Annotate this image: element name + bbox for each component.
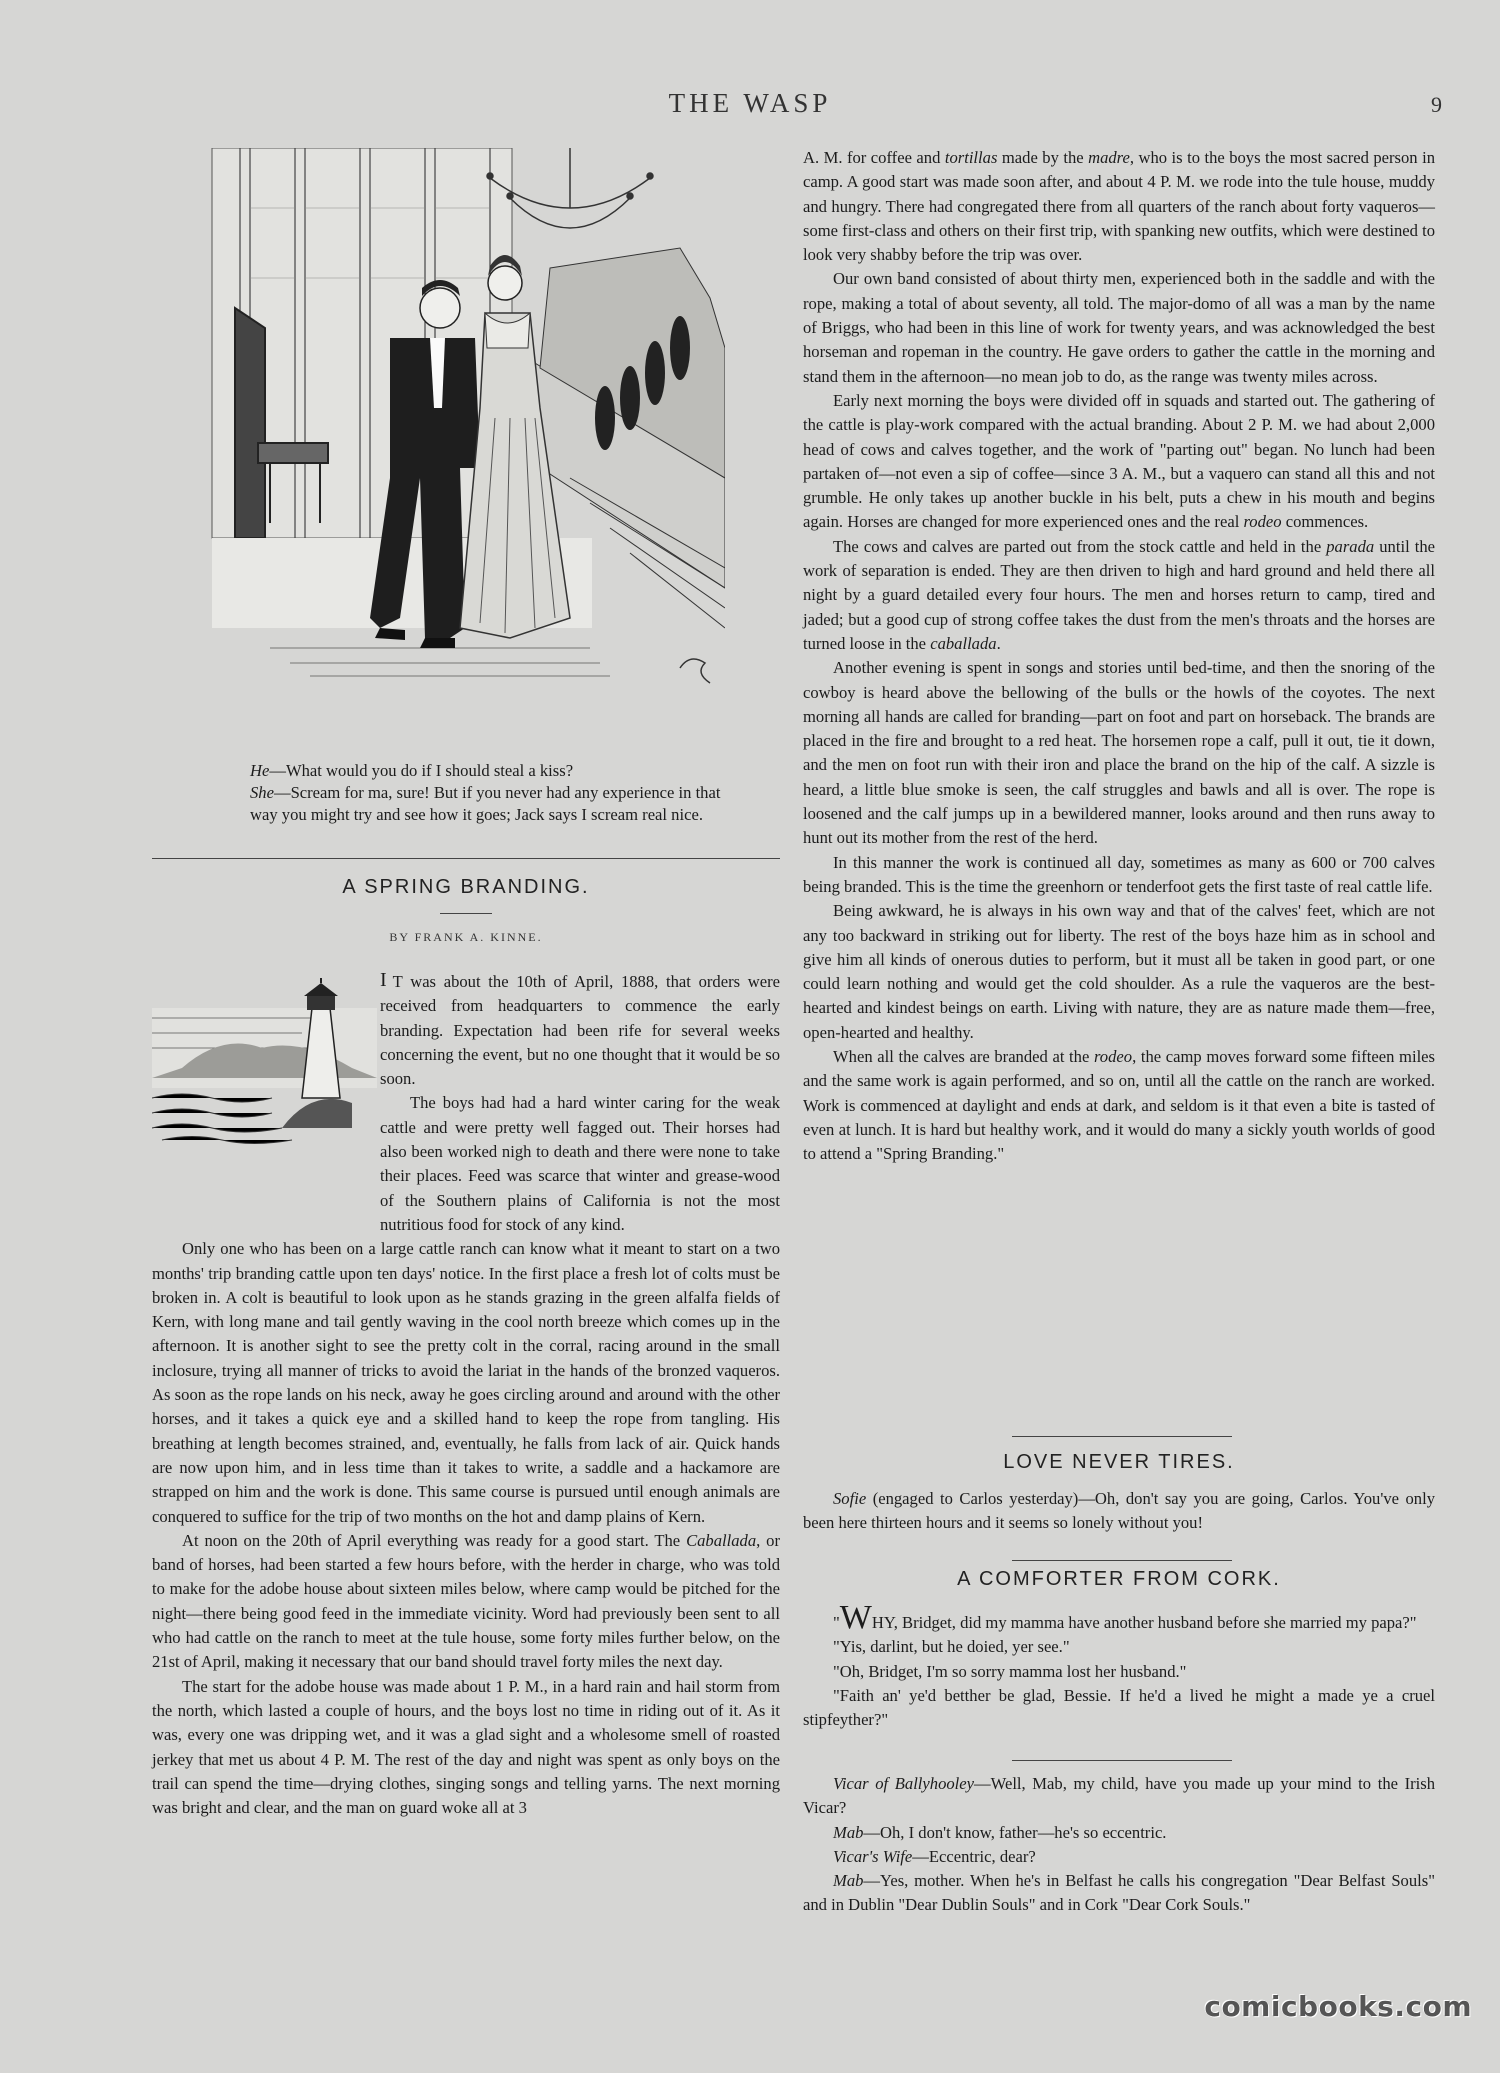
- paragraph: Another evening is spent in songs and stories until bed-time, and then the snoring of the cowboy is heard above the bellowing of the bulls or the howls of the coyotes. The next morning all hands are called for branding—part on foot and part on horseback. The brands are placed in the fire and brought to a red heat. The horsemen rope a calf, pull it out, tie it down, and the men on foot run with their iron and place the brand on the hip of the calf. A sizzle is heard, a little blue smoke is seen, the calf struggles and bawls and all is over. The rope is loosened and the calf jumps up in a bewildered manner, looks around and then runs away to hunt out its mother from the rest of the herd.: [803, 658, 1435, 848]
- dialogue-line: —Oh, I don't know, father—he's so eccentric.: [863, 1822, 1167, 1842]
- paragraph-part: A. M. for coffee and: [803, 148, 945, 167]
- italic-term: madre: [1088, 148, 1130, 167]
- paragraph: The boys had had a hard winter caring for the weak cattle and were pretty well fagged out. Their horses had also been worked nigh to death and there were none to take their places. Feed was scarce that winter and grease-wood of the Southern plains of California is not the most nutritious food for stock of any kind.: [380, 1093, 780, 1234]
- divider-rule: [1012, 1760, 1232, 1761]
- speaker: Mab: [833, 1822, 864, 1842]
- masthead: THE WASP: [668, 88, 832, 118]
- dialogue-line: HY, Bridget, did my mamma have another husband before she married my papa?": [871, 1613, 1417, 1632]
- title-underline: [440, 913, 492, 914]
- paragraph: Only one who has been on a large cattle ranch can know what it meant to start on a two months' trip branding cattle upon ten days' notice. In the first place a fresh lot of colts must be broken in. A colt is beautiful to look upon as he stands grazing in the green alfalfa fields of Kern, with long mane and tail gently waving in the cool north breeze which comes up in the afternoon. It is another sight to see the pretty colt in the corral, racing around in the small inclosure, trying all manner of tricks to avoid the lariat in the hands of the bronzed vaqueros. As soon as the rope lands on his neck, away he goes circling around and around with the other horses, and it takes a quick eye and a skilled hand to keep the rope from tangling. His breathing at length becomes strained, and, eventually, he falls from lack of air. Quick hands are now upon him, and in less time than it takes to write, a saddle and a hackamore are strapped on him and the work is done. This same course is pursued until enough animals are conquered to suffice for the trip of two months on the hot and damp plains of Kern.: [152, 1239, 780, 1526]
- paragraph: The start for the adobe house was made about 1 P. M., in a hard rain and hail storm from the north, which lasted a couple of hours, and the boys lost no time in riding out of it. As it was, every one was dripping wet, and it was a glad sight and a wholesome smell of roasted jerkey that met us about 4 P. M. The rest of the day and night was spent as only boys on the trail can spend the time—drying clothes, singing songs and telling yarns. The next morning was bright and clear, and the man on guard woke all at 3: [152, 1676, 780, 1818]
- speaker-sofie: Sofie: [833, 1489, 867, 1508]
- paragraph-part: The cows and calves are parted out from the stock cattle and held in the: [833, 536, 1327, 556]
- paragraph-part: , or band of horses, had been started a few hours before, with the herder in charge, who was told to make for the adobe house about sixteen miles below, where camp would be pitched for the night—there being good feed in the immediate vicinity. Word had previously been sent to all who had cattle on the ranch to meet at the tule house, some forty miles further below, on the 21st of April, making it necessary that our band should travel forty miles the next day.: [152, 1530, 780, 1672]
- paragraph-part: commences.: [1281, 512, 1369, 532]
- dialogue-line: —Well, Mab, my child, have you made up your mind to the Irish Vicar?: [803, 1774, 1436, 1818]
- italic-term: rodeo: [1093, 1046, 1133, 1066]
- italic-term: rodeo: [1243, 512, 1282, 532]
- caption-line-1: —What would you do if I should steal a kiss?: [269, 761, 574, 780]
- paragraph-part: When all the calves are branded at the: [833, 1046, 1094, 1066]
- paragraph-part: , who is to the boys the most sacred person in camp. A good start was made soon after, and about 4 P. M. we rode into the tule house, muddy and hungry. There had congregated there from all quarters of the ranch about forty vaqueros—some first-class and others on their first trip, with spanking new outfits, which were destined to look very shabby before the trip was over.: [803, 148, 1435, 265]
- open-quote: ": [833, 1613, 840, 1632]
- article-title-comforter-from-cork: A COMFORTER FROM CORK.: [957, 1568, 1281, 1590]
- paragraph-part: Early next morning the boys were divided off in squads and started out. The gathering of the cattle is play-work compared with the actual branding. About 2 P. M. we had about 2,000 head of cows and calves together, and the work of "parting out" began. No lunch had been partaken of—not even a sip of coffee—since 3 A. M., but a vaquero can stand all this and not grumble. He only takes up another buckle in his belt, puts a chew in his mouth and begins again. Horses are changed for more experienced ones and the real: [803, 390, 1435, 532]
- article-spring-branding-left-column: [152, 970, 780, 1820]
- italic-term: caballada: [930, 633, 997, 653]
- byline: BY FRANK A. KINNE.: [389, 930, 543, 944]
- dialogue-line: "Oh, Bridget, I'm so sorry mamma lost her husband.": [833, 1661, 1187, 1681]
- divider-rule: [152, 858, 780, 859]
- speaker-she: She: [250, 783, 274, 802]
- speaker: Mab: [833, 1871, 864, 1891]
- caption-line-2: —Scream for ma, sure! But if you never had any experience in that way you might try and see how it goes; Jack says I scream real nice.: [250, 783, 721, 824]
- cartoon-caption: [210, 760, 730, 826]
- dialogue-line: "Yis, darlint, but he doied, yer see.": [833, 1637, 1070, 1657]
- italic-term: Caballada: [686, 1530, 757, 1550]
- paragraph: In this manner the work is continued all day, sometimes as many as 600 or 700 calves being branded. This is the time the greenhorn or tenderfoot gets the first taste of real cattle life.: [803, 852, 1435, 896]
- paragraph-part: At noon on the 20th of April everything was ready for a good start. The: [182, 1530, 687, 1550]
- speaker: Vicar of Ballyhooley: [833, 1774, 975, 1793]
- article-title-spring-branding: A SPRING BRANDING.: [342, 876, 590, 898]
- watermark: comicbooks.com: [1204, 1990, 1472, 2023]
- dialogue-line: —Yes, mother. When he's in Belfast he calls his congregation "Dear Belfast Souls" and in Dublin "Dear Dublin Souls" and in Cork "Dear Cork Souls.": [803, 1871, 1435, 1915]
- page-number: 9: [1431, 92, 1442, 117]
- paragraph: Being awkward, he is always in his own way and that of the calves' feet, which are not any too backward in striking out for liberty. The rest of the boys haze him as in school and give him all kinds of onerous duties to perform, but it must all be taken in good part, or one could learn nothing and would get the cold shoulder. As a rule the vaqueros are the best-hearted and kindest beings on earth. Living with nature, they are as nature made them—free, open-hearted and healthy.: [803, 901, 1435, 1042]
- paragraph-part: until the work of separation is ended. They are then driven to high and hard ground and held there all night by a guard detailed every four hours. The men and horses return to camp, tired and jaded; but a good cup of strong coffee takes the dust from the men's throats and the horses are turned loose in the: [803, 536, 1436, 653]
- italic-term: parada: [1326, 536, 1375, 556]
- paragraph-part: .: [996, 633, 1001, 653]
- article-comforter-from-cork: [803, 1599, 1435, 1732]
- dialogue-line: —Eccentric, dear?: [912, 1846, 1036, 1866]
- dialogue-line: "Faith an' ye'd betther be glad, Bessie. If he'd a lived he might a made ye a cruel stipfeyther?": [803, 1685, 1435, 1730]
- article-title-love-never-tires: LOVE NEVER TIRES.: [1003, 1451, 1235, 1473]
- drop-cap: I: [380, 969, 387, 991]
- speaker: Vicar's Wife: [833, 1846, 913, 1866]
- divider-rule: [1012, 1560, 1232, 1561]
- drop-cap: W: [839, 1599, 872, 1636]
- italic-term: tortillas: [944, 148, 998, 167]
- cartoon-illustration: [210, 148, 725, 708]
- paragraph: T was about the 10th of April, 1888, that orders were received from headquarters to commence the early branding. Expectation had been rife for several weeks concerning the event, but no one thought that it would be so soon.: [380, 972, 780, 1089]
- article-love-never-tires: [803, 1487, 1435, 1536]
- paragraph-part: , the camp moves forward some fifteen miles and the same work is again performed, and so on, until all the cattle on the ranch are worked. Work is commenced at daylight and ends at dark, and seldom is it that even a bite is tasted of even at lunch. It is hard but healthy work, and it would do many a sickly youth worlds of good to attend a "Spring Branding.": [803, 1046, 1435, 1164]
- paragraph: Our own band consisted of about thirty men, experienced both in the saddle and with the rope, making a total of about seventy, all told. The major-domo of all was a man by the name of Briggs, who had been in this line of work for twenty years, and was acknowledged the best horseman and ropeman in the country. He gave orders to gather the cattle in the morning and stand them in the afternoon—no mean job to do, as the range was twenty miles across.: [803, 269, 1435, 386]
- article-spring-branding-right-column: [803, 146, 1435, 1166]
- paragraph-part: made by the: [997, 148, 1089, 167]
- divider-rule: [1012, 1436, 1232, 1437]
- speaker-he: He: [250, 761, 270, 780]
- article-vicar-of-ballyhooley: [803, 1772, 1435, 1918]
- paragraph: (engaged to Carlos yesterday)—Oh, don't say you are going, Carlos. You've only been here thirteen hours and it seems so lonely without you!: [803, 1489, 1435, 1533]
